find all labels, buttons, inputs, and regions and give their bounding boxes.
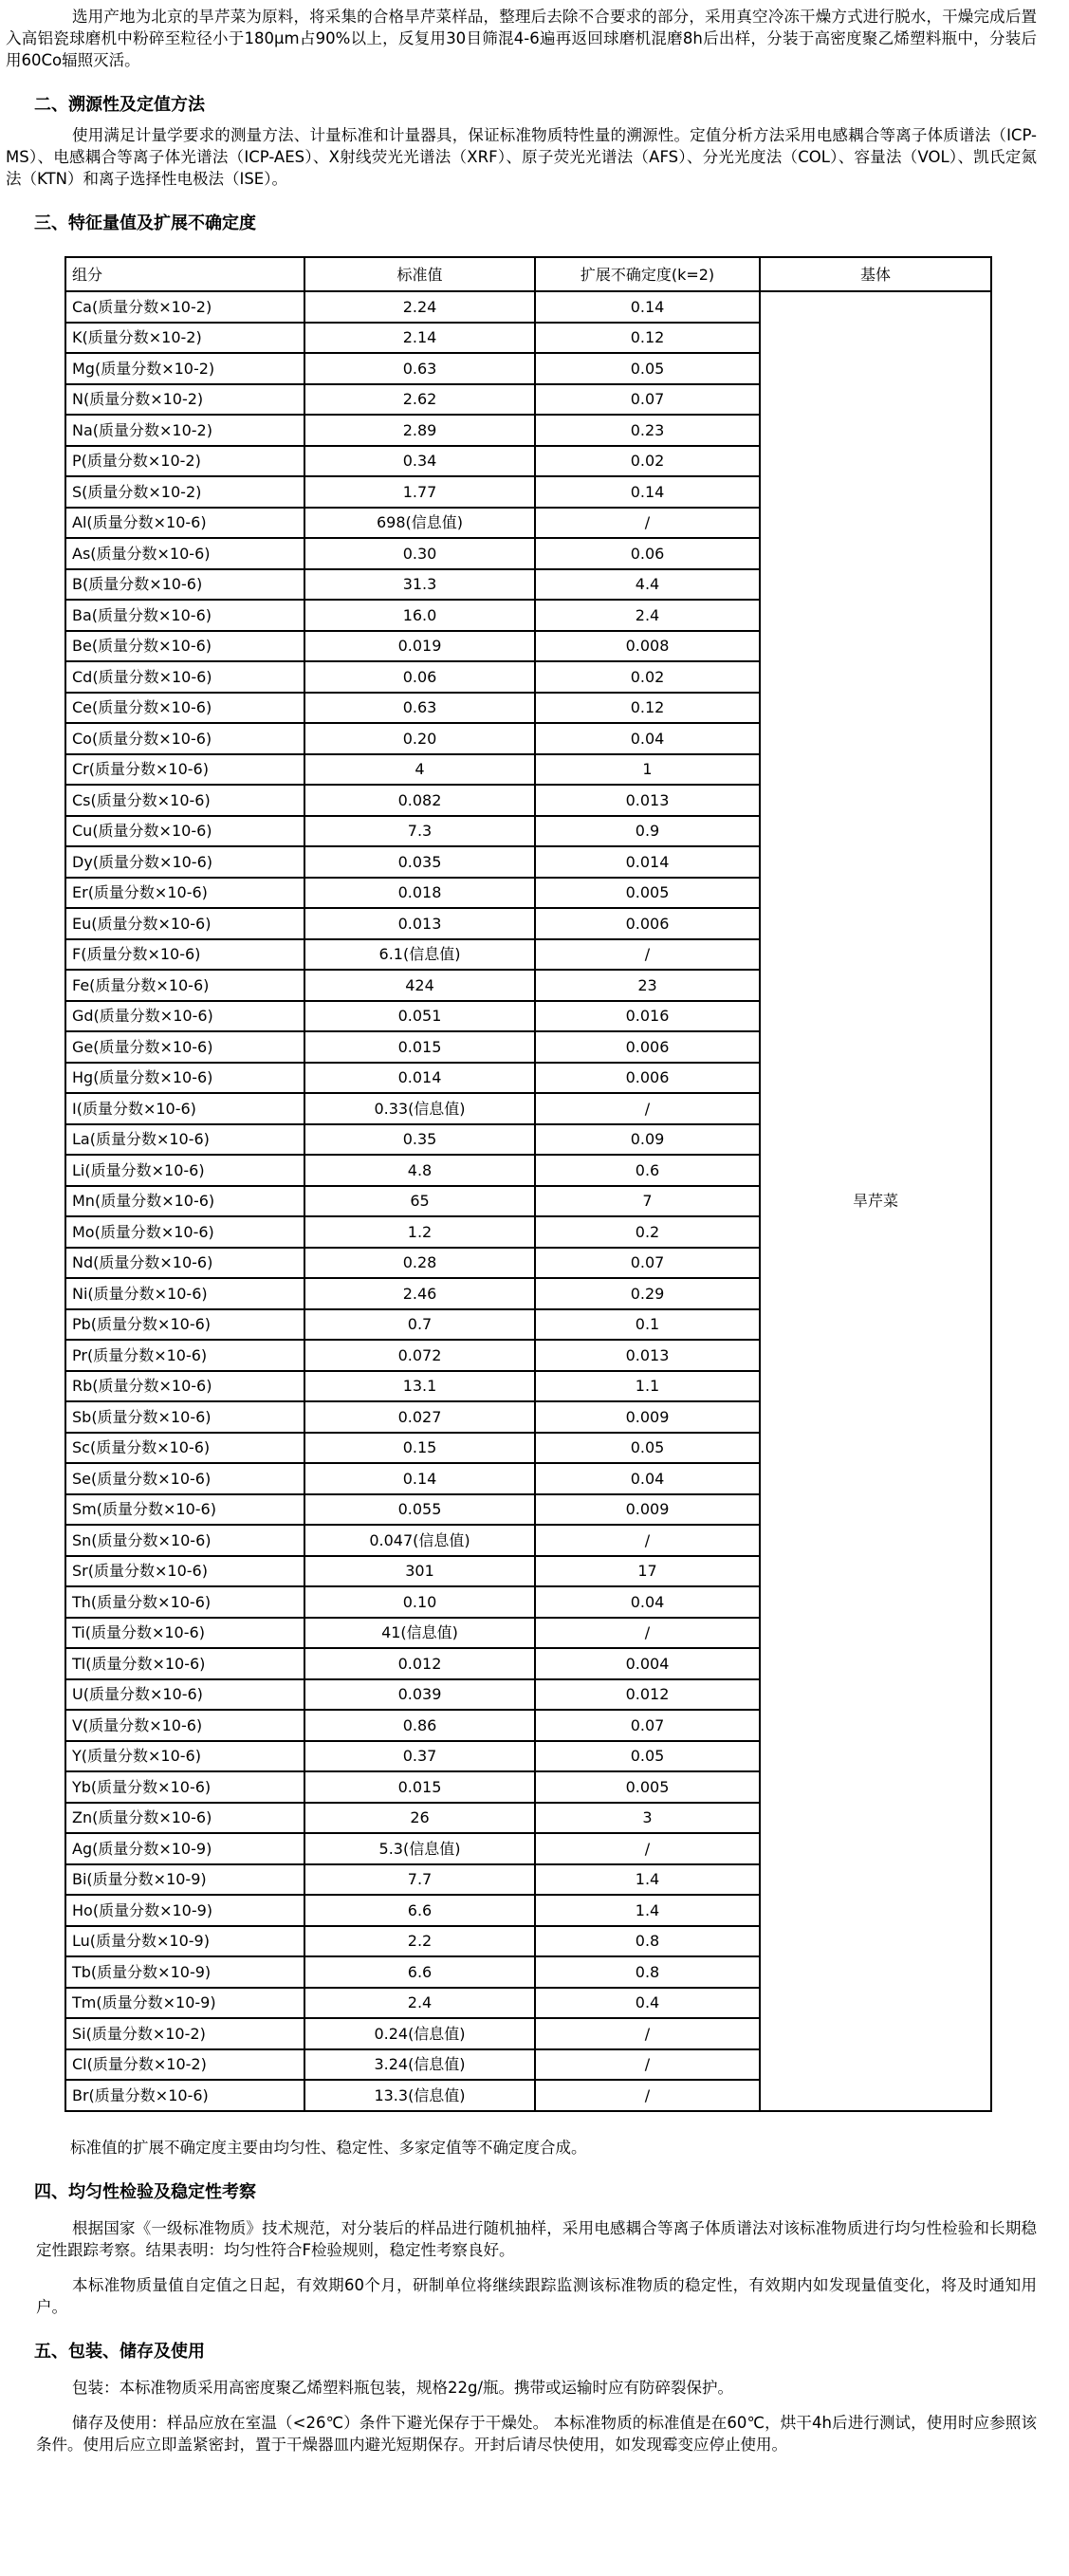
component-cell: Sb(质量分数×10-6) <box>65 1401 304 1433</box>
section-4-heading: 四、均匀性检验及稳定性考察 <box>34 2181 256 2202</box>
component-cell: Sc(质量分数×10-6) <box>65 1433 304 1464</box>
uncertainty-cell: 0.9 <box>535 816 760 847</box>
uncertainty-cell: 0.005 <box>535 878 760 909</box>
value-cell: 0.33(信息值) <box>304 1093 535 1124</box>
uncertainty-cell: 0.09 <box>535 1124 760 1156</box>
value-cell: 0.018 <box>304 878 535 909</box>
table-header-row <box>65 257 991 291</box>
component-cell: Ce(质量分数×10-6) <box>65 693 304 724</box>
uncertainty-cell: 0.013 <box>535 785 760 816</box>
uncertainty-cell: / <box>535 939 760 971</box>
component-cell: F(质量分数×10-6) <box>65 939 304 971</box>
uncertainty-cell: 7 <box>535 1186 760 1217</box>
component-cell: Bi(质量分数×10-9) <box>65 1864 304 1896</box>
component-cell: Co(质量分数×10-6) <box>65 723 304 754</box>
uncertainty-cell: 0.016 <box>535 1001 760 1032</box>
value-cell: 31.3 <box>304 569 535 601</box>
value-cell: 0.15 <box>304 1433 535 1464</box>
component-cell: Gd(质量分数×10-6) <box>65 1001 304 1032</box>
column-header-uncertainty: 扩展不确定度(k=2) <box>535 257 760 291</box>
component-cell: Tb(质量分数×10-9) <box>65 1956 304 1988</box>
value-cell: 13.3(信息值) <box>304 2080 535 2111</box>
component-cell: Si(质量分数×10-2) <box>65 2018 304 2049</box>
component-cell: Ag(质量分数×10-9) <box>65 1833 304 1864</box>
value-cell: 0.027 <box>304 1401 535 1433</box>
value-cell: 0.10 <box>304 1586 535 1618</box>
component-cell: Th(质量分数×10-6) <box>65 1586 304 1618</box>
value-cell: 1.2 <box>304 1216 535 1248</box>
component-cell: Br(质量分数×10-6) <box>65 2080 304 2111</box>
component-cell: Cd(质量分数×10-6) <box>65 661 304 693</box>
value-cell: 0.28 <box>304 1248 535 1279</box>
value-cell: 0.013 <box>304 908 535 939</box>
value-cell: 0.055 <box>304 1494 535 1526</box>
uncertainty-cell: 0.1 <box>535 1309 760 1341</box>
uncertainty-cell: / <box>535 1833 760 1864</box>
component-cell: Y(质量分数×10-6) <box>65 1741 304 1772</box>
uncertainty-cell: 0.005 <box>535 1771 760 1803</box>
component-cell: Pr(质量分数×10-6) <box>65 1340 304 1371</box>
component-cell: U(质量分数×10-6) <box>65 1679 304 1711</box>
section-5-paragraph-1: 包装：本标准物质采用高密度聚乙烯塑料瓶包装，规格22g/瓶。携带或运输时应有防碎裂保护。 <box>72 2378 734 2397</box>
value-cell: 0.34 <box>304 446 535 477</box>
value-cell: 3.24(信息值) <box>304 2049 535 2081</box>
uncertainty-cell: 0.06 <box>535 538 760 569</box>
component-cell: Mo(质量分数×10-6) <box>65 1216 304 1248</box>
component-cell: Tm(质量分数×10-9) <box>65 1988 304 2019</box>
uncertainty-cell: 0.02 <box>535 446 760 477</box>
value-cell: 0.015 <box>304 1031 535 1063</box>
component-cell: Eu(质量分数×10-6) <box>65 908 304 939</box>
uncertainty-cell: 0.05 <box>535 1433 760 1464</box>
characteristic-values-table <box>65 256 992 2112</box>
value-cell: 2.62 <box>304 384 535 416</box>
section-5-heading: 五、包装、储存及使用 <box>34 2341 205 2362</box>
value-cell: 0.63 <box>304 353 535 384</box>
uncertainty-cell: / <box>535 508 760 539</box>
value-cell: 6.6 <box>304 1956 535 1988</box>
uncertainty-cell: 0.14 <box>535 291 760 323</box>
value-cell: 301 <box>304 1556 535 1587</box>
component-cell: Ti(质量分数×10-6) <box>65 1618 304 1649</box>
section-4-paragraph-1: 根据国家《一级标准物质》技术规范，对分装后的样品进行随机抽样，采用电感耦合等离子体质谱法对该标准物质进行均匀性检验和长期稳定性跟踪考察。结果表明：均匀性符合F检验规则，稳定性考察良好。 <box>36 2218 1037 2259</box>
component-cell: Be(质量分数×10-6) <box>65 631 304 662</box>
component-cell: As(质量分数×10-6) <box>65 538 304 569</box>
intro-paragraph: 选用产地为北京的旱芹菜为原料，将采集的合格旱芹菜样品，整理后去除不合要求的部分，采用真空冷冻干燥方式进行脱水，干燥完成后置入高铝瓷球磨机中粉碎至粒径小于180μm占90%以上，反复用30目筛混4-6遍再返回球磨机混磨8h后出样，分装于高密度聚乙烯塑料瓶中，分装后用60Co辐照灭活。 <box>6 8 1037 69</box>
uncertainty-cell: 0.02 <box>535 661 760 693</box>
value-cell: 2.4 <box>304 1988 535 2019</box>
value-cell: 0.035 <box>304 846 535 878</box>
uncertainty-cell: 0.012 <box>535 1679 760 1711</box>
component-cell: V(质量分数×10-6) <box>65 1710 304 1741</box>
uncertainty-cell: 0.006 <box>535 908 760 939</box>
component-cell: Cr(质量分数×10-6) <box>65 754 304 786</box>
value-cell: 13.1 <box>304 1371 535 1402</box>
uncertainty-cell: 0.4 <box>535 1988 760 2019</box>
component-cell: I(质量分数×10-6) <box>65 1093 304 1124</box>
value-cell: 698(信息值) <box>304 508 535 539</box>
uncertainty-cell: / <box>535 1093 760 1124</box>
uncertainty-cell: 0.05 <box>535 353 760 384</box>
value-cell: 0.7 <box>304 1309 535 1341</box>
value-cell: 6.6 <box>304 1895 535 1926</box>
uncertainty-cell: 0.8 <box>535 1926 760 1957</box>
component-cell: Se(质量分数×10-6) <box>65 1463 304 1494</box>
component-cell: Ge(质量分数×10-6) <box>65 1031 304 1063</box>
component-cell: Cl(质量分数×10-2) <box>65 2049 304 2081</box>
value-cell: 0.37 <box>304 1741 535 1772</box>
uncertainty-cell: 0.2 <box>535 1216 760 1248</box>
uncertainty-cell: 0.009 <box>535 1401 760 1433</box>
uncertainty-cell: 0.05 <box>535 1741 760 1772</box>
table-body <box>65 291 991 2111</box>
section-5-paragraph-2: 储存及使用：样品应放在室温（<26℃）条件下避光保存于干燥处。 本标准物质的标准值是在60℃，烘干4h后进行测试，使用时应参照该条件。使用后应立即盖紧密封，置于干燥器皿内避光短期保存。开封后请尽快使用，如发现霉变应停止使用。 <box>36 2413 1037 2454</box>
value-cell: 0.015 <box>304 1771 535 1803</box>
component-cell: Li(质量分数×10-6) <box>65 1155 304 1186</box>
value-cell: 2.24 <box>304 291 535 323</box>
uncertainty-cell: 0.006 <box>535 1063 760 1094</box>
value-cell: 2.46 <box>304 1278 535 1309</box>
component-cell: Er(质量分数×10-6) <box>65 878 304 909</box>
value-cell: 2.2 <box>304 1926 535 1957</box>
uncertainty-cell: 1.4 <box>535 1864 760 1896</box>
component-cell: Dy(质量分数×10-6) <box>65 846 304 878</box>
uncertainty-cell: 23 <box>535 970 760 1001</box>
table-row <box>65 291 991 323</box>
value-cell: 0.012 <box>304 1648 535 1679</box>
component-cell: Al(质量分数×10-6) <box>65 508 304 539</box>
uncertainty-cell: 2.4 <box>535 600 760 631</box>
value-cell: 41(信息值) <box>304 1618 535 1649</box>
uncertainty-cell: 17 <box>535 1556 760 1587</box>
section-4-paragraph-2: 本标准物质量值自定值之日起，有效期60个月，研制单位将继续跟踪监测该标准物质的稳定性，有效期内如发现量值变化，将及时通知用户。 <box>36 2275 1037 2316</box>
value-cell: 4.8 <box>304 1155 535 1186</box>
column-header-matrix: 基体 <box>760 257 991 291</box>
value-cell: 26 <box>304 1803 535 1834</box>
uncertainty-cell: 0.004 <box>535 1648 760 1679</box>
component-cell: Hg(质量分数×10-6) <box>65 1063 304 1094</box>
value-cell: 0.86 <box>304 1710 535 1741</box>
component-cell: K(质量分数×10-2) <box>65 323 304 354</box>
component-cell: Na(质量分数×10-2) <box>65 415 304 446</box>
value-cell: 0.20 <box>304 723 535 754</box>
value-cell: 7.7 <box>304 1864 535 1896</box>
uncertainty-cell: / <box>535 2080 760 2111</box>
uncertainty-cell: 0.04 <box>535 723 760 754</box>
value-cell: 6.1(信息值) <box>304 939 535 971</box>
uncertainty-cell: 0.12 <box>535 693 760 724</box>
component-cell: Ni(质量分数×10-6) <box>65 1278 304 1309</box>
value-cell: 1.77 <box>304 476 535 508</box>
uncertainty-cell: 0.14 <box>535 476 760 508</box>
value-cell: 0.24(信息值) <box>304 2018 535 2049</box>
uncertainty-cell: 0.23 <box>535 415 760 446</box>
value-cell: 2.14 <box>304 323 535 354</box>
value-cell: 65 <box>304 1186 535 1217</box>
uncertainty-cell: 0.07 <box>535 1248 760 1279</box>
component-cell: Mn(质量分数×10-6) <box>65 1186 304 1217</box>
uncertainty-cell: 0.006 <box>535 1031 760 1063</box>
section-2-paragraph: 使用满足计量学要求的测量方法、计量标准和计量器具，保证标准物质特性量的溯源性。定值分析方法采用电感耦合等离子体质谱法（ICP-MS）、电感耦合等离子体光谱法（ICP-AES）、X射线荧光光谱法（XRF）、原子荧光光谱法（AFS）、分光光度法（COL）、容量法（VOL）、凯氏定氮法（KTN）和离子选择性电极法（ISE）。 <box>6 126 1037 188</box>
component-cell: Tl(质量分数×10-6) <box>65 1648 304 1679</box>
uncertainty-cell: 0.07 <box>535 384 760 416</box>
uncertainty-cell: 4.4 <box>535 569 760 601</box>
value-cell: 0.019 <box>304 631 535 662</box>
uncertainty-cell: / <box>535 1618 760 1649</box>
value-cell: 0.072 <box>304 1340 535 1371</box>
component-cell: Cs(质量分数×10-6) <box>65 785 304 816</box>
component-cell: Ba(质量分数×10-6) <box>65 600 304 631</box>
value-cell: 0.06 <box>304 661 535 693</box>
value-cell: 2.89 <box>304 415 535 446</box>
uncertainty-cell: 0.6 <box>535 1155 760 1186</box>
uncertainty-cell: 0.04 <box>535 1463 760 1494</box>
uncertainty-cell: 0.014 <box>535 846 760 878</box>
uncertainty-cell: / <box>535 2018 760 2049</box>
uncertainty-cell: 0.12 <box>535 323 760 354</box>
uncertainty-cell: 1 <box>535 754 760 786</box>
uncertainty-cell: 1.4 <box>535 1895 760 1926</box>
value-cell: 0.35 <box>304 1124 535 1156</box>
value-cell: 0.047(信息值) <box>304 1525 535 1556</box>
component-cell: Mg(质量分数×10-2) <box>65 353 304 384</box>
component-cell: Sn(质量分数×10-6) <box>65 1525 304 1556</box>
uncertainty-cell: / <box>535 1525 760 1556</box>
component-cell: N(质量分数×10-2) <box>65 384 304 416</box>
component-cell: Zn(质量分数×10-6) <box>65 1803 304 1834</box>
value-cell: 7.3 <box>304 816 535 847</box>
value-cell: 5.3(信息值) <box>304 1833 535 1864</box>
value-cell: 0.63 <box>304 693 535 724</box>
uncertainty-cell: / <box>535 2049 760 2081</box>
component-cell: Nd(质量分数×10-6) <box>65 1248 304 1279</box>
component-cell: S(质量分数×10-2) <box>65 476 304 508</box>
component-cell: Pb(质量分数×10-6) <box>65 1309 304 1341</box>
component-cell: Ca(质量分数×10-2) <box>65 291 304 323</box>
uncertainty-cell: 0.29 <box>535 1278 760 1309</box>
component-cell: La(质量分数×10-6) <box>65 1124 304 1156</box>
value-cell: 0.082 <box>304 785 535 816</box>
value-cell: 4 <box>304 754 535 786</box>
uncertainty-cell: 0.04 <box>535 1586 760 1618</box>
component-cell: B(质量分数×10-6) <box>65 569 304 601</box>
uncertainty-cell: 1.1 <box>535 1371 760 1402</box>
uncertainty-cell: 0.07 <box>535 1710 760 1741</box>
component-cell: P(质量分数×10-2) <box>65 446 304 477</box>
value-cell: 424 <box>304 970 535 1001</box>
value-cell: 0.014 <box>304 1063 535 1094</box>
value-cell: 16.0 <box>304 600 535 631</box>
matrix-cell: 旱芹菜 <box>760 291 991 2111</box>
column-header-component: 组分 <box>65 257 304 291</box>
value-cell: 0.051 <box>304 1001 535 1032</box>
value-cell: 0.14 <box>304 1463 535 1494</box>
component-cell: Lu(质量分数×10-9) <box>65 1926 304 1957</box>
component-cell: Cu(质量分数×10-6) <box>65 816 304 847</box>
component-cell: Sr(质量分数×10-6) <box>65 1556 304 1587</box>
component-cell: Yb(质量分数×10-6) <box>65 1771 304 1803</box>
value-cell: 0.30 <box>304 538 535 569</box>
uncertainty-cell: 0.8 <box>535 1956 760 1988</box>
uncertainty-cell: 3 <box>535 1803 760 1834</box>
column-header-value: 标准值 <box>304 257 535 291</box>
component-cell: Ho(质量分数×10-9) <box>65 1895 304 1926</box>
table-note: 标准值的扩展不确定度主要由均匀性、稳定性、多家定值等不确定度合成。 <box>70 2138 587 2157</box>
component-cell: Sm(质量分数×10-6) <box>65 1494 304 1526</box>
uncertainty-cell: 0.013 <box>535 1340 760 1371</box>
component-cell: Fe(质量分数×10-6) <box>65 970 304 1001</box>
component-cell: Rb(质量分数×10-6) <box>65 1371 304 1402</box>
value-cell: 0.039 <box>304 1679 535 1711</box>
section-2-heading: 二、溯源性及定值方法 <box>34 95 205 115</box>
uncertainty-cell: 0.009 <box>535 1494 760 1526</box>
section-3-heading: 三、特征量值及扩展不确定度 <box>34 213 256 233</box>
uncertainty-cell: 0.008 <box>535 631 760 662</box>
